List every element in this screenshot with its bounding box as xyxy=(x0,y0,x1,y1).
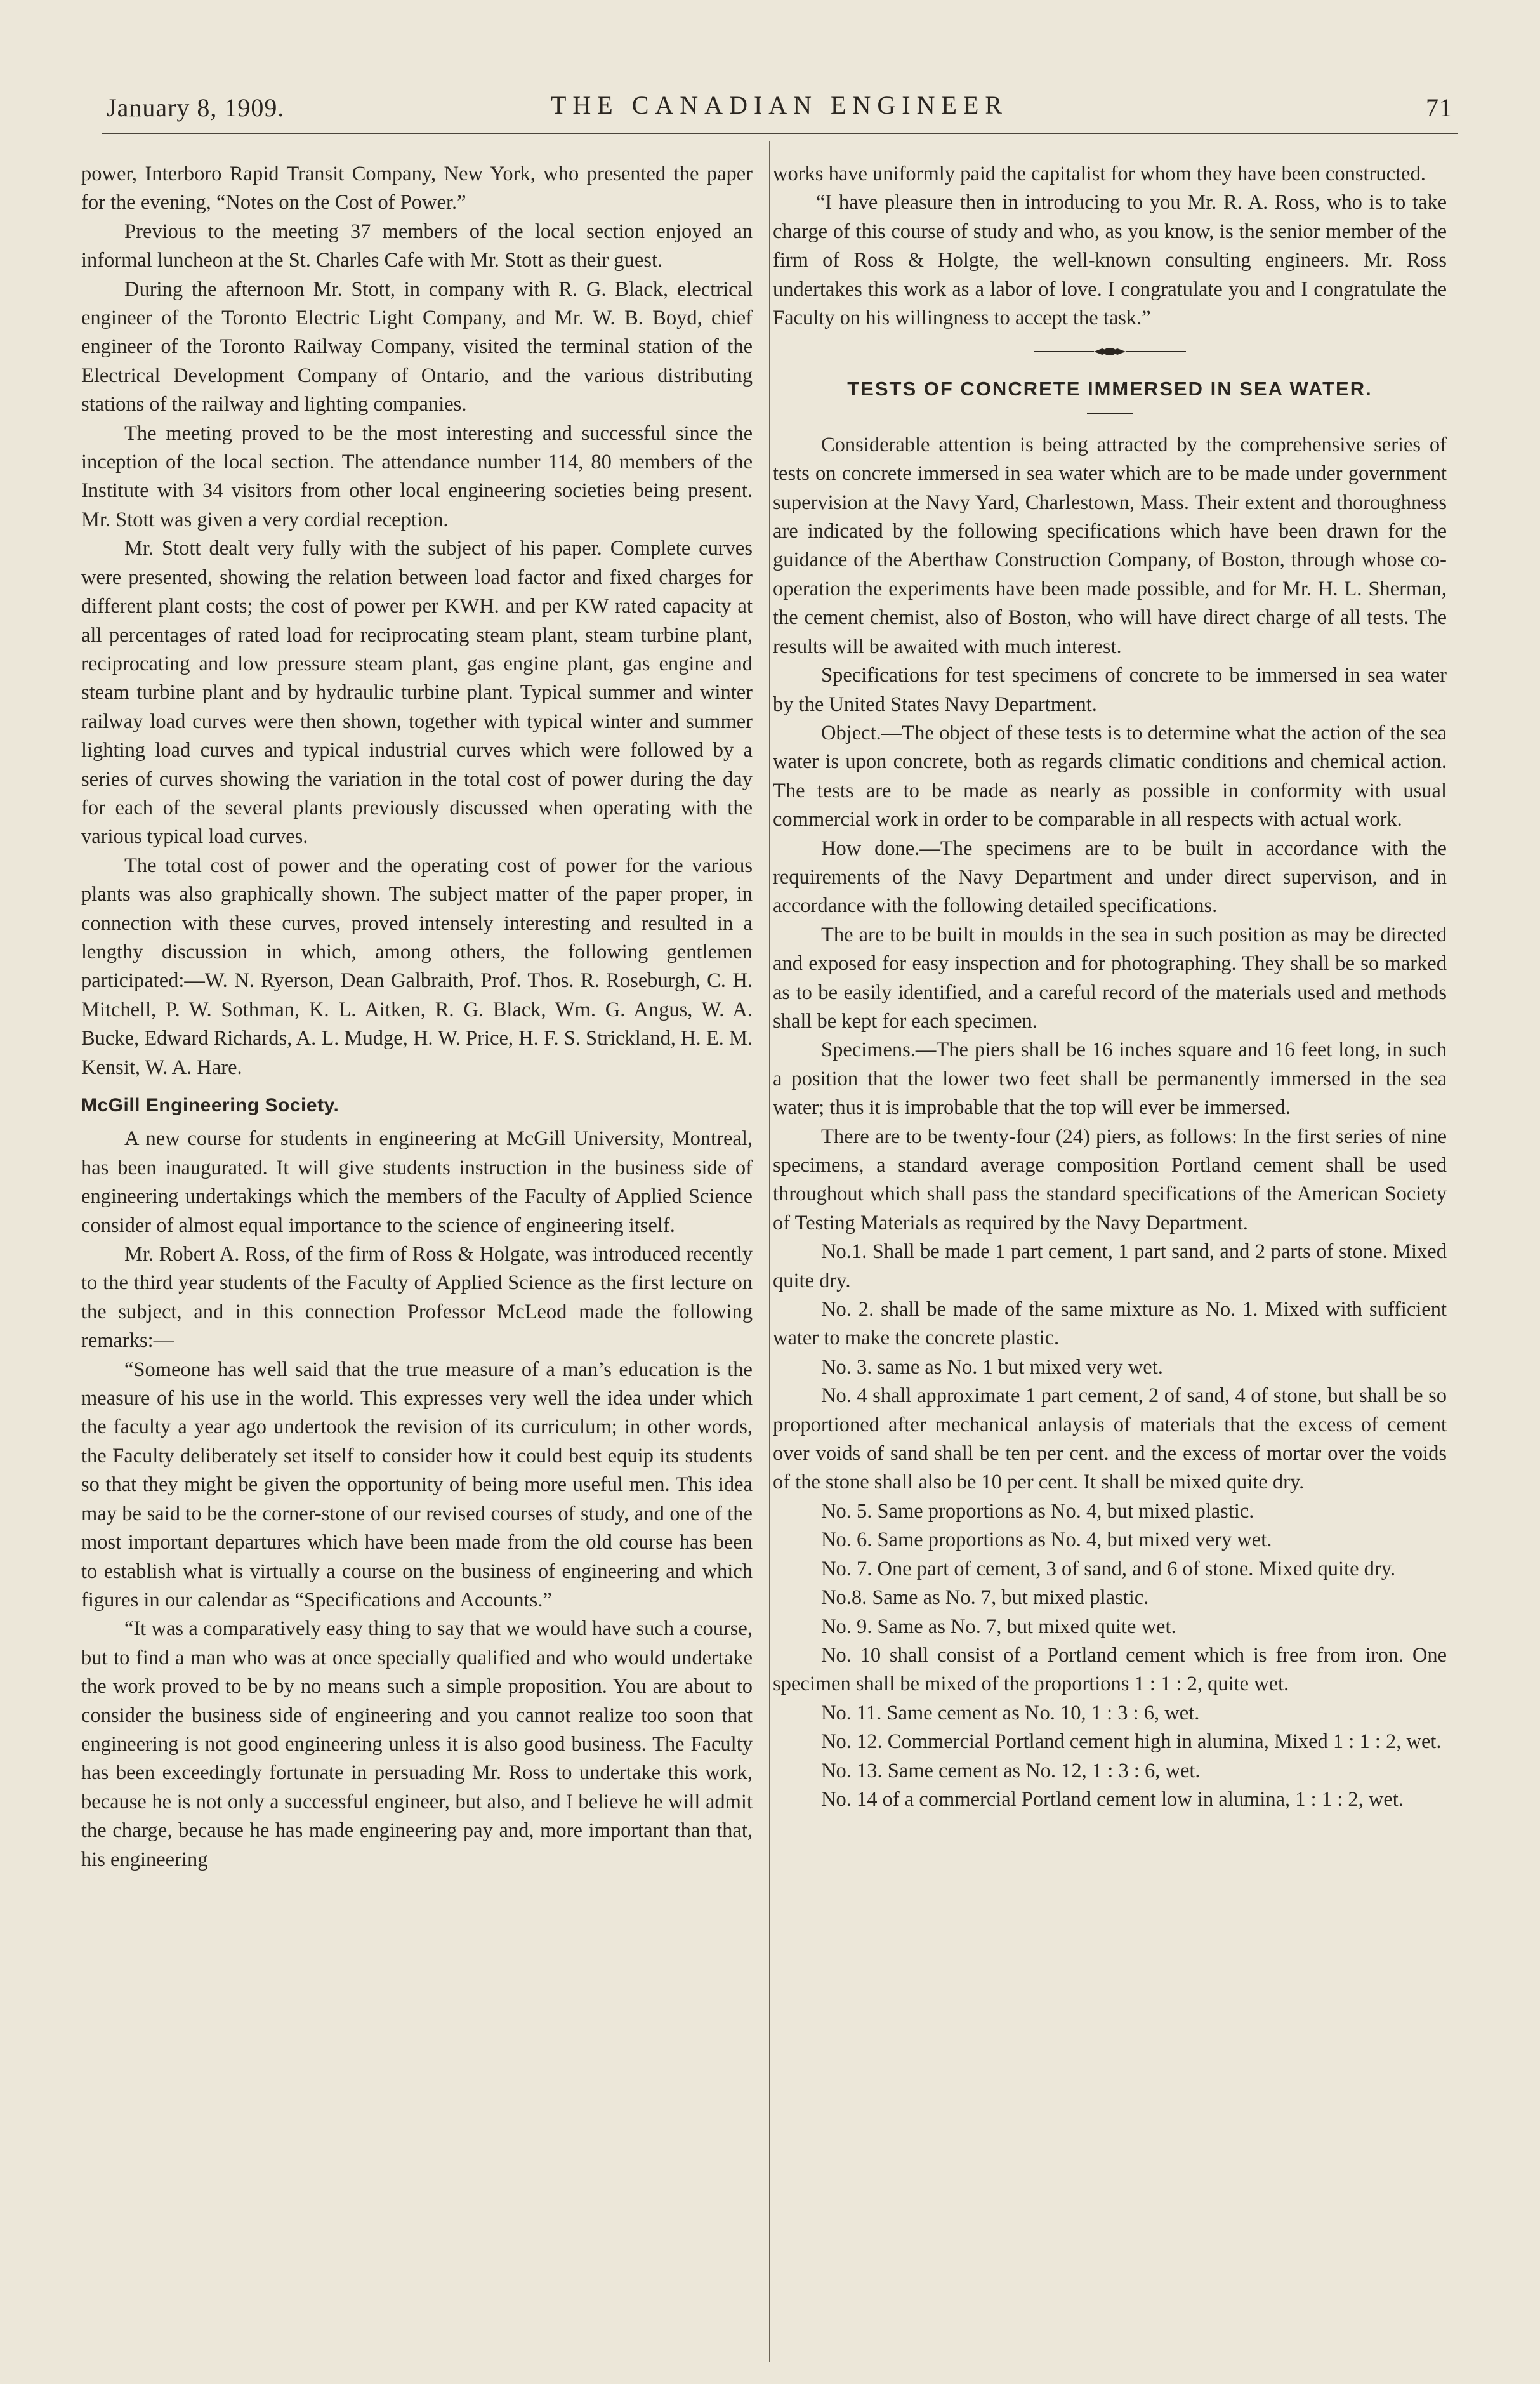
section-subheading: McGill Engineering Society. xyxy=(81,1095,339,1116)
paragraph: works have uniformly paid the capitalist for whom they have been constructed. xyxy=(773,162,1426,185)
article-heading: TESTS OF CONCRETE IMMERSED IN SEA WATER. xyxy=(847,378,1372,401)
paragraph: The total cost of power and the operating cost of power for the various plants was also graphically shown. The subject matter of the paper proper, in connection with these curves, proved intensely interesting and resulted in a lengthy discussion in which, among others, the following gentlemen participated:—W. N. Ryerson, Dean Galbraith, Prof. Thos. R. Roseburgh, C. H. Mitchell, P. W. Sothman, K. L. Aitken, R. G. Black, Wm. G. Angus, W. A. Bucke, Edward Richards, A. L. Mudge, H. W. Price, H. F. S. Strickland, H. E. M. Kensit, W. A. Hare. xyxy=(81,854,753,1079)
heading-rule xyxy=(1087,413,1133,414)
specimen-item: No.1. Shall be made 1 part cement, 1 part sand, and 2 parts of stone. Mixed quite dry. xyxy=(773,1240,1447,1292)
paragraph: “I have pleasure then in introducing to you Mr. R. A. Ross, who is to take charge of this course of study and who, as you know, is the senior member of the firm of Ross & Holgte, the well-known consulting engineers. Mr. Ross undertakes this work as a labor of love. I congratulate you and I congratulate the Faculty on his willingness to accept the task.” xyxy=(773,191,1447,330)
paragraph: Mr. Stott dealt very fully with the subject of his paper. Complete curves were presented, showing the relation between load factor and fixed charges for different plant costs; the cost of power per KWH. and per KW rated capacity at all percentages of rated load for reciprocating steam plant, steam turbine plant, reciprocating and low pressure steam plant, gas engine plant, gas engine and steam turbine plant and by hydraulic turbine plant. Typical summer and winter railway load curves were then shown, together with typical winter and summer lighting load curves and typical industrial curves which were followed by a series of curves showing the variation in the total cost of power during the day for each of the several plants previously discussed when operating with the various typical load curves. xyxy=(81,537,753,849)
column-divider xyxy=(769,141,770,2362)
paragraph: Considerable attention is being attracted by the comprehensive series of tests on concrete immersed in sea water which are to be made under government supervision at the Navy Yard, Charlestown, Mass. Their extent and thoroughness are indicated by the following specifications which have been drawn for the guidance of the Aberthaw Construction Company, of Boston, through whose co-operation the experiments have been made possible, and for Mr. H. L. Sherman, the cement chemist, also of Boston, who will have direct charge of all tests. The results will be awaited with much interest. xyxy=(773,433,1447,658)
paragraph: Specimens.—The piers shall be 16 inches square and 16 feet long, in such a position that the lower two feet shall be permanently immersed in the sea water; thus it is improbable that the top will ever be immersed. xyxy=(773,1038,1447,1120)
right-column xyxy=(773,160,1447,1814)
paragraph: The are to be built in moulds in the sea in such position as may be directed and exposed for easy inspection and for photographing. They shall be so marked as to be easily identified, and a careful record of the materials used and methods shall be kept for each specimen. xyxy=(773,923,1447,1033)
specimen-item: No. 4 shall approximate 1 part cement, 2 of sand, 4 of stone, but shall be so proportioned after mechanical anlaysis of materials that the excess of cement over voids of sand shall be ten per cent. and the excess of mortar over the voids of the stone shall also be 10 per cent. It shall be mixed quite dry. xyxy=(773,1384,1447,1494)
page-header xyxy=(102,90,1458,128)
specimen-item: No. 3. same as No. 1 but mixed very wet. xyxy=(821,1355,1163,1379)
paragraph: Specifications for test specimens of concrete to be immersed in sea water by the United States Navy Department. xyxy=(773,664,1447,716)
specimen-item: No. 7. One part of cement, 3 of sand, and 6 of stone. Mixed quite dry. xyxy=(821,1557,1395,1580)
paragraph: “Someone has well said that the true measure of a man’s education is the measure of his use in the world. This expresses very well the idea under which the faculty a year ago undertook the revision of its curriculum; in other words, the Faculty deliberately set itself to consider how it could best equip its students so that they might be given the opportunity of being more useful men. This idea may be said to be the corner-stone of our revised courses of study, and one of the most important departures which have been made from the old course has been to establish what is virtually a course on the business of engineering and which figures in our calendar as “Specifications and Accounts.” xyxy=(81,1358,753,1612)
left-column xyxy=(81,160,753,1874)
ornament-divider xyxy=(773,338,1447,363)
issue-date: January 8, 1909. xyxy=(107,93,285,122)
specimen-item: No. 2. shall be made of the same mixture as No. 1. Mixed with sufficient water to make the concrete plastic. xyxy=(773,1298,1447,1350)
paragraph: Object.—The object of these tests is to determine what the action of the sea water is upon concrete, both as regards climatic conditions and chemical action. The tests are to be made as nearly as possible in conformity with usual commercial work in order to be comparable in all respects with actual work. xyxy=(773,721,1447,831)
specimen-item: No. 13. Same cement as No. 12, 1 : 3 : 6, wet. xyxy=(821,1759,1201,1782)
specimen-item: No. 11. Same cement as No. 10, 1 : 3 : 6, wet. xyxy=(821,1701,1200,1725)
paragraph: The meeting proved to be the most interesting and successful since the inception of the local section. The attendance number 114, 80 members of the Institute with 34 visitors from other local engineering societies being present. Mr. Stott was given a very cordial reception. xyxy=(81,421,753,531)
paragraph: How done.—The specimens are to be built in accordance with the requirements of the Navy Department and under direct supervison, and in accordance with the following detailed specifications. xyxy=(773,837,1447,918)
paragraph: “It was a comparatively easy thing to say that we would have such a course, but to find a man who was at once specially qualified and who would undertake the work proved to be by no means such a simple proposition. You are about to consider the business side of engineering and you cannot realize too soon that engineering is not good engineering unless it is also good business. The Faculty has been exceedingly fortunate in persuading Mr. Ross to undertake this work, because he is not only a successful engineer, but also, and I believe he will admit the charge, because he has made engineering pay and, more important than that, his engineering xyxy=(81,1617,753,1871)
paragraph: During the afternoon Mr. Stott, in company with R. G. Black, electrical engineer of the Toronto Electric Light Company, and Mr. W. B. Boyd, chief engineer of the Toronto Railway Company, visited the terminal station of the Electrical Development Company of Ontario, and the various distributing stations of the railway and lighting companies. xyxy=(81,277,753,416)
specimen-item: No. 12. Commercial Portland cement high in alumina, Mixed 1 : 1 : 2, wet. xyxy=(821,1730,1442,1754)
specimen-item: No. 14 of a commercial Portland cement low in alumina, 1 : 1 : 2, wet. xyxy=(821,1787,1404,1811)
specimen-item: No. 5. Same proportions as No. 4, but mixed plastic. xyxy=(821,1499,1254,1523)
specimen-item: No. 9. Same as No. 7, but mixed quite wet. xyxy=(821,1615,1176,1638)
specimen-item: No. 10 shall consist of a Portland cement which is free from iron. One specimen shall be mixed of the proportions 1 : 1 : 2, quite wet. xyxy=(773,1643,1447,1696)
publication-title: THE CANADIAN ENGINEER xyxy=(550,91,1009,119)
paragraph: A new course for students in engineering at McGill University, Montreal, has been inaugurated. It will give students instruction in the business side of engineering undertakings which the members of the Faculty of Applied Science consider of almost equal importance to the science of engineering itself. xyxy=(81,1127,753,1237)
page-number: 71 xyxy=(1426,93,1452,122)
specimen-item: No. 6. Same proportions as No. 4, but mixed very wet. xyxy=(821,1528,1272,1552)
paragraph: There are to be twenty-four (24) piers, as follows: In the first series of nine specimens, a standard average composition Portland cement shall be used throughout which shall pass the standard specifications of the American Society of Testing Materials as required by the Navy Department. xyxy=(773,1125,1447,1235)
paragraph: Previous to the meeting 37 members of the local section enjoyed an informal luncheon at the St. Charles Cafe with Mr. Stott as their guest. xyxy=(81,220,753,272)
specimen-item: No.8. Same as No. 7, but mixed plastic. xyxy=(821,1586,1149,1610)
paragraph: Mr. Robert A. Ross, of the firm of Ross & Holgate, was introduced recently to the third year students of the Faculty of Applied Science as the first lecture on the subject, and in this connection Professor McLeod made the following remarks:— xyxy=(81,1243,753,1353)
header-rule xyxy=(102,133,1458,138)
paragraph: power, Interboro Rapid Transit Company, New York, who presented the paper for the evening, “Notes on the Cost of Power.” xyxy=(81,162,753,215)
